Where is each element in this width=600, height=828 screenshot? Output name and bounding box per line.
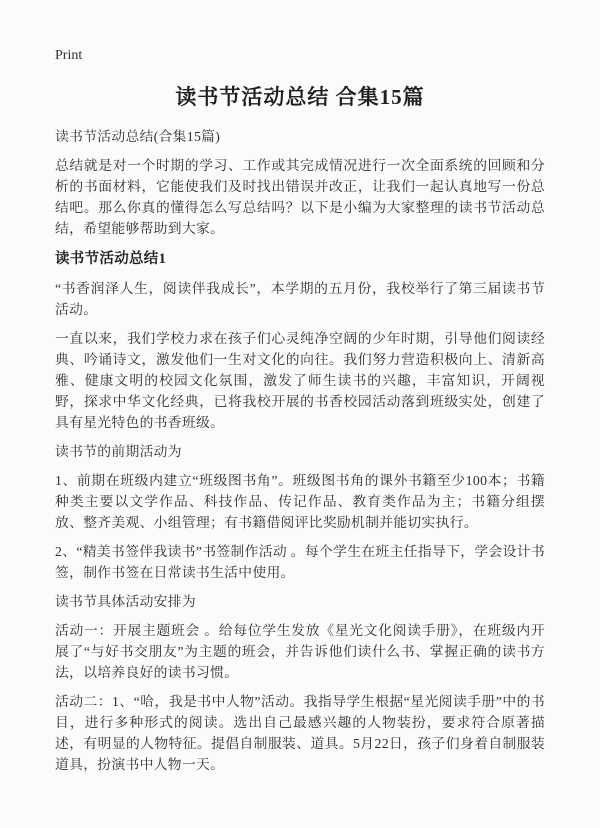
paragraph-theme: “书香润泽人生，阅读伴我成长”，本学期的五月份，我校举行了第三届读书节活动。 bbox=[55, 281, 545, 317]
page-title: 读书节活动总结 合集15篇 bbox=[175, 85, 425, 109]
paragraph-early-activities-label: 读书节的前期活动为 bbox=[55, 444, 182, 459]
paragraph-activity-one: 活动一：开展主题班会 。给每位学生发放《星光文化阅读手册》，在班级内开展了“与好书交朋友”为主题的班会，并告诉他们读什么书、掌握正确的读书方法，以培养良好的读书习惯。 bbox=[55, 623, 545, 680]
print-button[interactable]: Print bbox=[55, 48, 83, 63]
paragraph-activity-two: 活动二：1、“哈，我是书中人物”活动。我指导学生根据“星光阅读手册”中的书目，进行多种形式的阅读。选出自己最感兴趣的人物装扮，要求符合原著描述，有明显的人物特征。提倡自制服装、道具。5月22日，孩子们身着自制服装道具，扮演书中人物一天。 bbox=[55, 694, 545, 772]
paragraph-school-goal: 一直以来，我们学校力求在孩子们心灵纯净空阔的少年时期，引导他们阅读经典、吟诵诗文，激发他们一生对文化的向往。我们努力营造积极向上、清新高雅、健康文明的校园文化氛围，激发了师生读书的兴趣，丰富知识，开阔视野，探求中华文化经典，已将我校开展的书香校园活动落到班级实处，创建了具有星光特色的书香班级。 bbox=[55, 331, 545, 430]
document-body bbox=[55, 126, 545, 775]
paragraph-activity-item-1: 1、前期在班级内建立“班级图书角”。班级图书角的课外书籍至少100本；书籍种类主要以文学作品、科技作品、传记作品、教育类作品为主；书籍分组摆放、整齐美观、小组管理；有书籍借阅评比奖励机制并能切实执行。 bbox=[55, 473, 545, 530]
section-heading-summary-1: 读书节活动总结1 bbox=[55, 251, 167, 267]
paragraph-schedule-label: 读书节具体活动安排为 bbox=[55, 594, 196, 609]
document-subtitle: 读书节活动总结(合集15篇) bbox=[55, 129, 221, 144]
intro-paragraph: 总结就是对一个时期的学习、工作或其完成情况进行一次全面系统的回顾和分析的书面材料，它能使我们及时找出错误并改正，让我们一起认真地写一份总结吧。那么你真的懂得怎么写总结吗？以下是小编为大家整理的读书节活动总结，希望能够帮助到大家。 bbox=[55, 158, 545, 236]
paragraph-activity-item-2: 2、“精美书签伴我读书”书签制作活动 。每个学生在班主任指导下，学会设计书签，制作书签在日常读书生活中使用。 bbox=[55, 544, 545, 580]
